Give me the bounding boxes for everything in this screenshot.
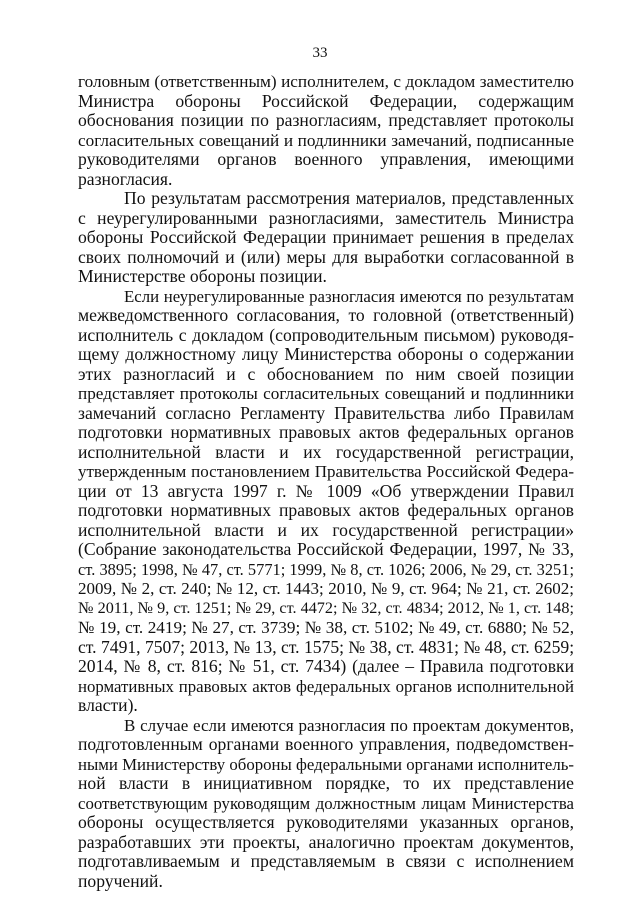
text-line: разногласия. — [78, 168, 173, 189]
text-line: щему должностному лицу Министерства обороны о содержании — [78, 344, 574, 364]
text-line: подготовленным органами военного управления, подведомствен- — [78, 734, 574, 754]
text-line: ной власти в инициативном порядке, то их представление — [78, 773, 574, 793]
text-line: представляет протоколы согласительных совещаний и подлинники — [78, 384, 574, 403]
text-line: этих разногласий и с обоснованием по ним своей позиции — [78, 363, 574, 384]
text-line: межведомственного согласования, то головной (ответственный) — [78, 305, 574, 325]
text-line: В случае если имеются разногласия по проектам документов, — [124, 715, 574, 735]
document-body — [78, 72, 574, 891]
text-line: Министра обороны Российской Федерации, содержащим — [78, 90, 574, 111]
text-line: № 2011, № 9, ст. 1251; № 29, ст. 4472; № 32, ст. 4834; 2012, № 1, ст. 148; — [78, 598, 574, 617]
text-line: Министерстве обороны позиции. — [78, 266, 327, 286]
text-line: с неурегулированными разногласиями, заместитель Министра — [78, 207, 574, 228]
text-line: согласительных совещаний и подлинники замечаний, подписанные — [78, 130, 574, 150]
text-line: исполнительной власти и их государственной регистрации, — [78, 441, 574, 462]
text-line: По результатам рассмотрения материалов, представленных — [124, 188, 574, 208]
text-line: нормативных правовых актов федеральных органов исполнительной — [78, 676, 574, 696]
text-line: разработавших эти проекты, аналогично проектам документов, — [78, 831, 574, 852]
text-line: своих полномочий и (или) меры для выработки согласованной в — [78, 246, 574, 267]
text-line: замечаний согласно Регламенту Правительства либо Правилам — [78, 402, 574, 423]
text-line: подготовки нормативных правовых актов федеральных органов — [78, 500, 574, 520]
page-number: 33 — [312, 45, 328, 61]
text-line: ст. 7491, 7507; 2013, № 13, ст. 1575; № 38, ст. 4831; № 48, ст. 6259; — [78, 636, 575, 657]
text-line: 2009, № 2, ст. 240; № 12, ст. 1443; 2010, № 9, ст. 964; № 21, ст. 2602; — [78, 579, 574, 598]
text-line: исполнительной власти и их государственной регистрации» — [78, 519, 574, 540]
text-line: руководителями органов военного управления, имеющими — [78, 149, 574, 169]
text-line: (Собрание законодательства Российской Федерации, 1997, № 33, — [78, 539, 574, 559]
text-line: № 19, ст. 2419; № 27, ст. 3739; № 38, ст. 5102; № 49, ст. 6880; № 52, — [78, 618, 574, 637]
text-line: ными Министерству обороны федеральными органами исполнитель- — [78, 754, 574, 774]
text-line: ции от 13 августа 1997 г. № 1009 «Об утверждении Правил — [78, 480, 574, 501]
text-line: головным (ответственным) исполнителем, с докладом заместителю — [78, 72, 574, 91]
paragraph — [78, 72, 574, 189]
paragraph — [78, 287, 574, 716]
text-line: обоснования позиции по разногласиям, представляет протоколы — [78, 110, 574, 130]
text-line: обороны осуществляется руководителями указанных органов, — [78, 812, 574, 832]
text-line: 2014, № 8, ст. 816; № 51, ст. 7434) (далее – Правила подготовки — [78, 656, 574, 676]
text-line: подготовки нормативных правовых актов федеральных органов — [78, 422, 574, 442]
text-line: утвержденным постановлением Правительства Российской Федера- — [78, 462, 574, 481]
text-line: Если неурегулированные разногласия имеются по результатам — [124, 286, 574, 306]
text-line: соответствующим руководящим должностным лицам Министерства — [78, 793, 574, 813]
text-line: поручений. — [78, 870, 163, 891]
paragraph — [78, 716, 574, 892]
text-line: власти). — [78, 695, 138, 715]
paragraph — [78, 189, 574, 287]
text-line: ст. 3895; 1998, № 47, ст. 5771; 1999, № 8, ст. 1026; 2006, № 29, ст. 3251; — [78, 559, 574, 579]
text-line: исполнитель с докладом (сопроводительным письмом) руководя- — [78, 324, 574, 345]
text-line: подготавливаемым и представляемым в связи с исполнением — [78, 851, 574, 871]
text-line: обороны Российской Федерации принимает решения в пределах — [78, 227, 574, 247]
